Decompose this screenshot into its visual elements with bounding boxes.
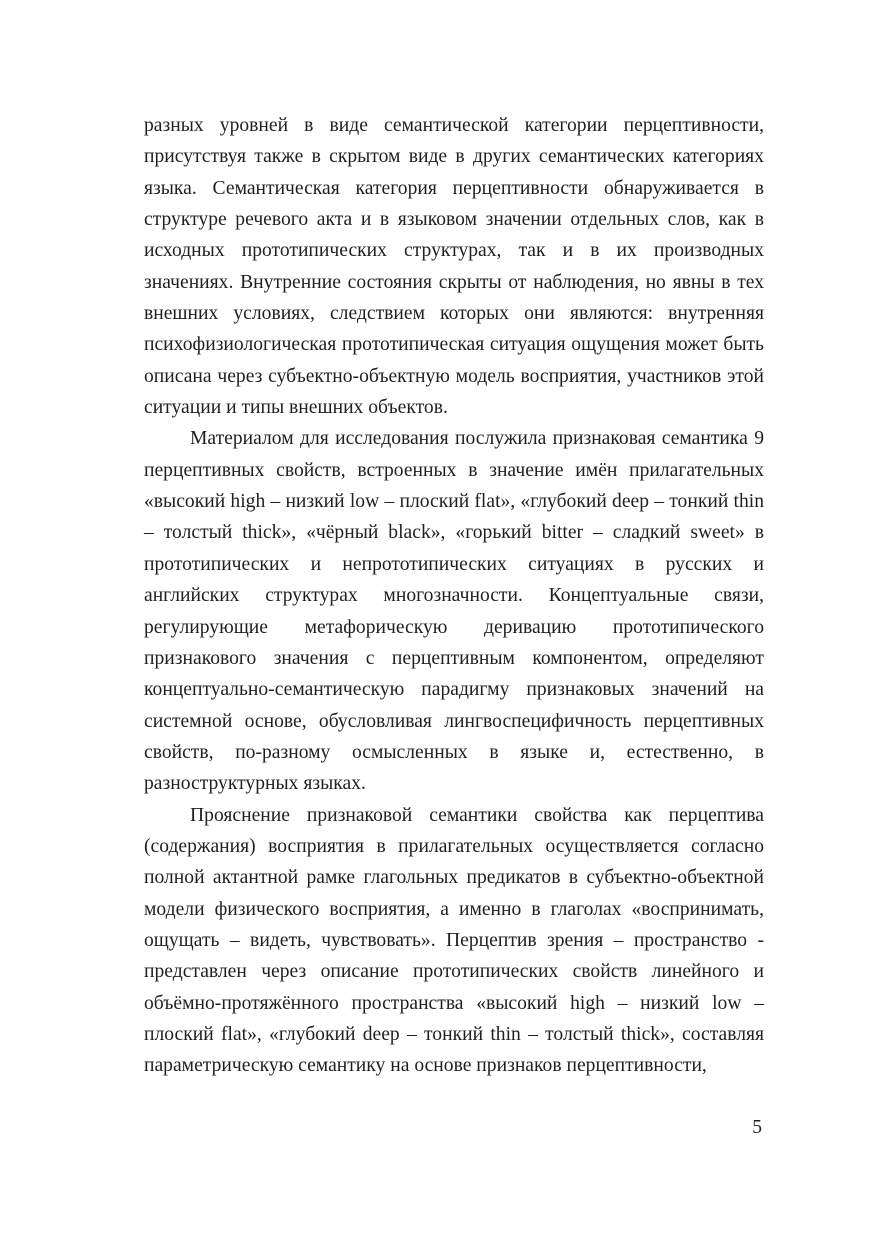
- paragraph-clarification: Прояснение признаковой семантики свойства как перцептива (содержания) восприятия в прилагательных осуществляется согласно полной актантной рамке глагольных предикатов в субъектно-объектной модели физического восприятия, а именно в глаголах «воспринимать, ощущать – видеть, чувствовать». Перцептив зрения – пространство - представлен через описание прототипических свойств линейного и объёмно-протяжённого пространства «высокий high – низкий low – плоский flat», «глубокий deep – тонкий thin – толстый thick», составляя параметрическую семантику на основе признаков перцептивности,: [144, 804, 764, 1077]
- page-number: 5: [752, 1117, 762, 1138]
- body-text: [144, 110, 764, 1082]
- paragraph-continuation: разных уровней в виде семантической категории перцептивности, присутствуя также в скрытом виде в других семантических категориях языка. Семантическая категория перцептивности обнаруживается в структуре речевого акта и в языковом значении отдельных слов, как в исходных прототипических структурах, так и в их производных значениях. Внутренние состояния скрыты от наблюдения, но явны в тех внешних условиях, следствием которых они являются: внутренняя психофизиологическая прототипическая ситуация ощущения может быть описана через субъектно-объектную модель восприятия, участников этой ситуации и типы внешних объектов.: [144, 115, 764, 419]
- paragraph-material: Материалом для исследования послужила признаковая семантика 9 перцептивных свойств, встроенных в значение имён прилагательных «высокий high – низкий low – плоский flat», «глубокий deep – тонкий thin – толстый thick», «чёрный black», «горький bitter – сладкий sweet» в прототипических и непрототипических ситуациях в русских и английских структурах многозначности. Концептуальные связи, регулирующие метафорическую деривацию прототипического признакового значения с перцептивным компонентом, определяют концептуально-семантическую парадигму признаковых значений на системной основе, обусловливая лингвоспецифичность перцептивных свойств, по-разному осмысленных в языке и, естественно, в разноструктурных языках.: [144, 428, 764, 795]
